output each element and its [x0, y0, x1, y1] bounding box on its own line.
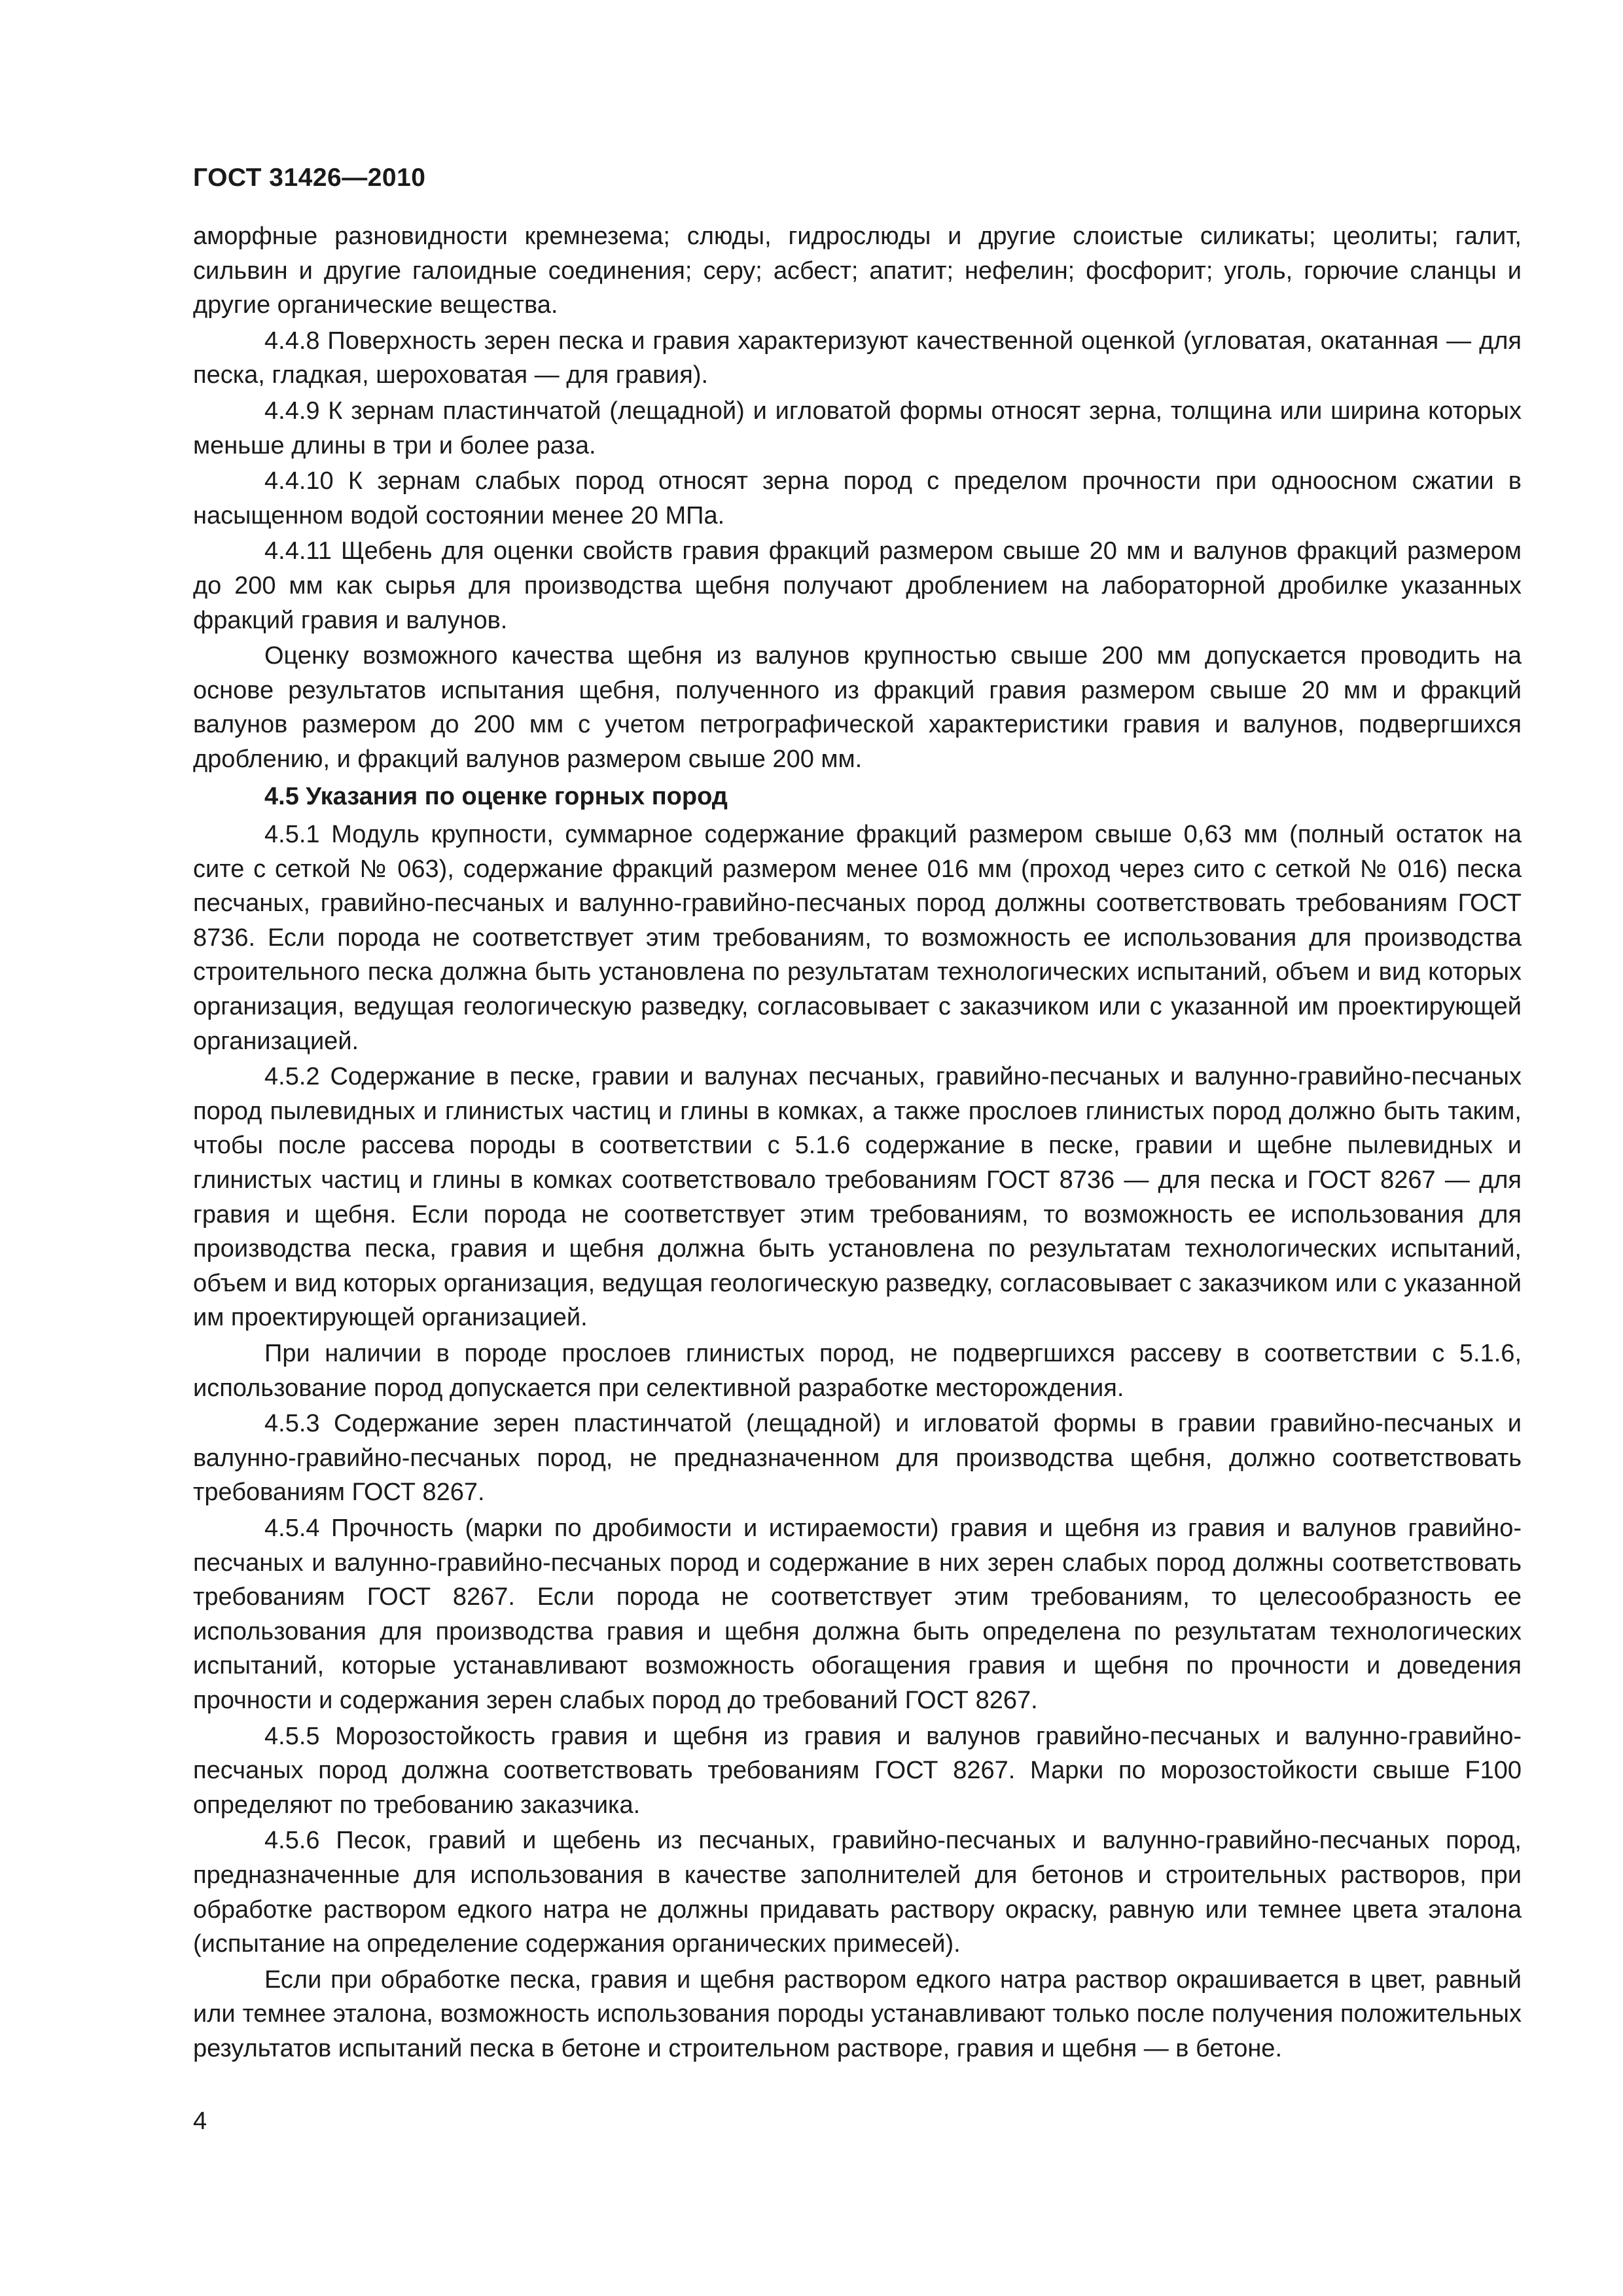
- clause-4-5-5: 4.5.5 Морозостойкость гравия и щебня из гравия и валунов гравийно-песчаных и валунно-гравийно-песчаных пород должна соответствовать требованиям ГОСТ 8267. Марки по морозостойкости свыше F100 определяют по требованию заказчика.: [193, 1722, 1522, 1819]
- paragraph-sodium-hydroxide-test: Если при обработке песка, гравия и щебня раствором едкого натра раствор окрашивается в цвет, равный или темнее эталона, возможность использования породы устанавливают только после получения положительных результатов испытаний песка в бетоне и строительном растворе, гравия и щебня — в бетоне.: [193, 1965, 1522, 2062]
- document-body: [193, 219, 1522, 2067]
- paragraph-continuation: аморфные разновидности кремнезема; слюды, гидрослюды и другие слоистые силикаты; цеолиты; галит, сильвин и другие галоидные соединения; серу; асбест; апатит; нефелин; фосфорит; уголь, горючие сланцы и другие органические вещества.: [193, 223, 1522, 319]
- clause-4-5-6: 4.5.6 Песок, гравий и щебень из песчаных, гравийно-песчаных и валунно-гравийно-песчаных пород, предназначенные для использования в качестве заполнителей для бетонов и строительных растворов, при обработке раствором едкого натра не должны придавать раствору окраску, равную или темнее цвета эталона (испытание на определение содержания органических примесей).: [193, 1827, 1522, 1958]
- clause-4-4-10: 4.4.10 К зернам слабых пород относят зерна пород с пределом прочности при одноосном сжатии в насыщенном водой состоянии менее 20 МПа.: [193, 467, 1522, 529]
- document-header: ГОСТ 31426—2010: [193, 164, 426, 192]
- paragraph-boulder-quality: Оценку возможного качества щебня из валунов крупностью свыше 200 мм допускается проводить на основе результатов испытания щебня, полученного из фракций гравия размером свыше 20 мм и фракций валунов размером до 200 мм с учетом петрографической характеристики гравия и валунов, подвергшихся дроблению, и фракций валунов размером свыше 200 мм.: [193, 642, 1522, 773]
- clause-4-4-9: 4.4.9 К зернам пластинчатой (лещадной) и игловатой формы относят зерна, толщина или ширина которых меньше длины в три и более раза.: [193, 397, 1522, 459]
- clause-4-5-3: 4.5.3 Содержание зерен пластинчатой (лещадной) и игловатой формы в гравии гравийно-песчаных и валунно-гравийно-песчаных пород, не предназначенном для производства щебня, должно соответствовать требованиям ГОСТ 8267.: [193, 1410, 1522, 1507]
- clause-4-5-4: 4.5.4 Прочность (марки по дробимости и истираемости) гравия и щебня из гравия и валунов гравийно-песчаных и валунно-гравийно-песчаных пород и содержание в них зерен слабых пород должны соответствовать требованиям ГОСТ 8267. Если порода не соответствует этим требованиям, то целесообразность ее использования для производства гравия и щебня должна быть определена по результатам технологических испытаний, которые устанавливают возможность обогащения гравия и щебня по прочности и доведения прочности и содержания зерен слабых пород до требований ГОСТ 8267.: [193, 1514, 1522, 1714]
- clause-4-4-11: 4.4.11 Щебень для оценки свойств гравия фракций размером свыше 20 мм и валунов фракций размером до 200 мм как сырья для производства щебня получают дроблением на лабораторной дробилке указанных фракций гравия и валунов.: [193, 537, 1522, 634]
- clause-4-4-8: 4.4.8 Поверхность зерен песка и гравия характеризуют качественной оценкой (угловатая, окатанная — для песка, гладкая, шероховатая — для гравия).: [193, 327, 1522, 389]
- paragraph-clay-interlayers: При наличии в породе прослоев глинистых пород, не подвергшихся рассеву в соответствии с 5.1.6, использование пород допускается при селективной разработке месторождения.: [193, 1340, 1522, 1402]
- clause-4-5-1: 4.5.1 Модуль крупности, суммарное содержание фракций размером свыше 0,63 мм (полный остаток на сите с сеткой № 063), содержание фракций размером менее 016 мм (проход через сито с сеткой № 016) песка песчаных, гравийно-песчаных и валунно-гравийно-песчаных пород должны соответствовать требованиям ГОСТ 8736. Если порода не соответствует этим требованиям, то возможность ее использования для производства строительного песка должна быть установлена по результатам технологических испытаний, объем и вид которых организация, ведущая геологическую разведку, согласовывает с заказчиком или с указанной им проектирующей организацией.: [193, 821, 1522, 1055]
- page-number: 4: [193, 2108, 207, 2135]
- clause-4-5-2: 4.5.2 Содержание в песке, гравии и валунах песчаных, гравийно-песчаных и валунно-гравийно-песчаных пород пылевидных и глинистых частиц и глины в комках, а также прослоев глинистых пород должно быть таким, чтобы после рассева породы в соответствии с 5.1.6 содержание в песке, гравии и щебне пылевидных и глинистых частиц и глины в комках соответствовало требованиям ГОСТ 8736 — для песка и ГОСТ 8267 — для гравия и щебня. Если порода не соответствует этим требованиям, то возможность ее использования для производства песка, гравия и щебня должна быть установлена по результатам технологических испытаний, объем и вид которых организация, ведущая геологическую разведку, согласовывает с заказчиком или с указанной им проектирующей организацией.: [193, 1063, 1522, 1332]
- section-heading-4-5: 4.5 Указания по оценке горных пород: [264, 782, 728, 810]
- document-page: [193, 0, 1522, 2296]
